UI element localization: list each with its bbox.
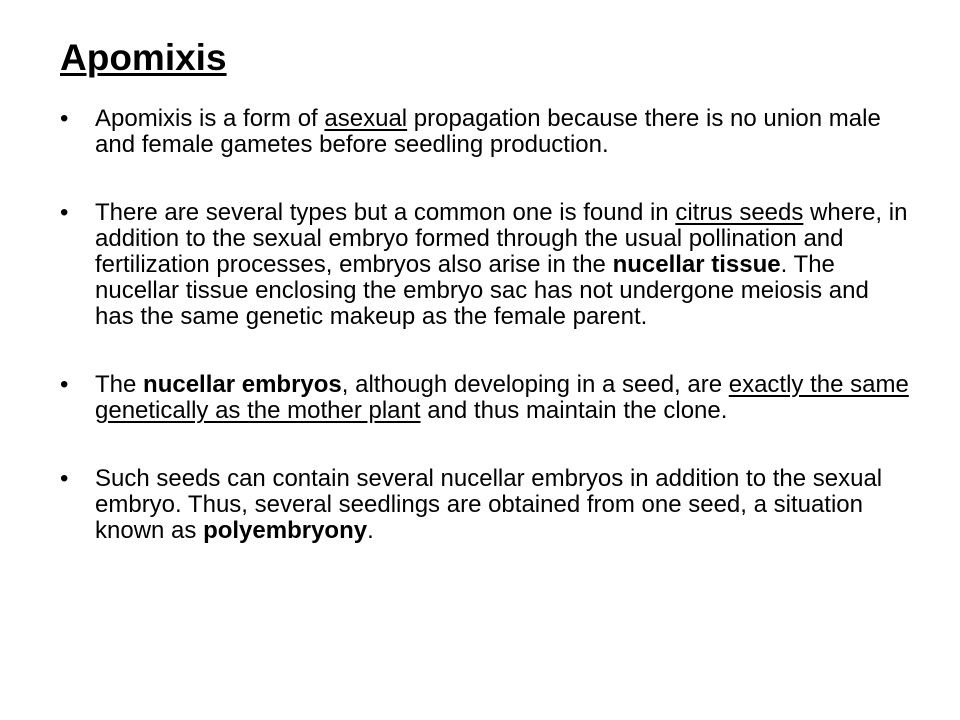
bullet-dot: • (60, 105, 69, 132)
bold-term: nucellar tissue (612, 251, 781, 278)
bullet-item (60, 466, 910, 544)
text-segment: There are several types but a common one is found in (95, 199, 676, 226)
underlined-term: asexual (324, 105, 408, 132)
text-segment: propagation because there is no union male and female gametes before seedling production. (95, 105, 881, 158)
slide-title: Apomixis (60, 37, 227, 78)
underlined-term: citrus seeds (675, 199, 804, 226)
bullet-dot: • (60, 371, 69, 398)
text-segment: where, in addition to the sexual embryo formed through the usual pollination and fertilization processes, embryos also arise in the (95, 199, 908, 278)
text-segment: The (95, 371, 144, 398)
bullet-text (95, 371, 909, 424)
text-segment: . (367, 517, 374, 544)
text-segment: . The nucellar tissue enclosing the embryo sac has not undergone meiosis and has the same genetic makeup as the female parent. (95, 251, 869, 330)
text-segment: and thus maintain the clone. (420, 397, 728, 424)
bullet-dot: • (60, 465, 69, 492)
bullet-text (95, 199, 907, 330)
bullet-text (95, 465, 882, 544)
bullet-item (60, 200, 910, 330)
bullet-list (60, 106, 910, 586)
text-segment: , although developing in a seed, are (341, 371, 729, 398)
underlined-term: exactly the same genetically as the mother plant (95, 371, 909, 424)
bullet-item (60, 106, 910, 158)
text-segment: Such seeds can contain several nucellar embryos in addition to the sexual embryo. Thus, several seedlings are obtained from one seed, a situation known as (95, 465, 883, 544)
bullet-dot: • (60, 199, 69, 226)
bullet-item (60, 372, 910, 424)
bold-term: polyembryony (203, 517, 368, 544)
text-segment: Apomixis is a form of (95, 105, 325, 132)
bullet-text (95, 105, 881, 158)
bold-term: nucellar embryos (143, 371, 342, 398)
